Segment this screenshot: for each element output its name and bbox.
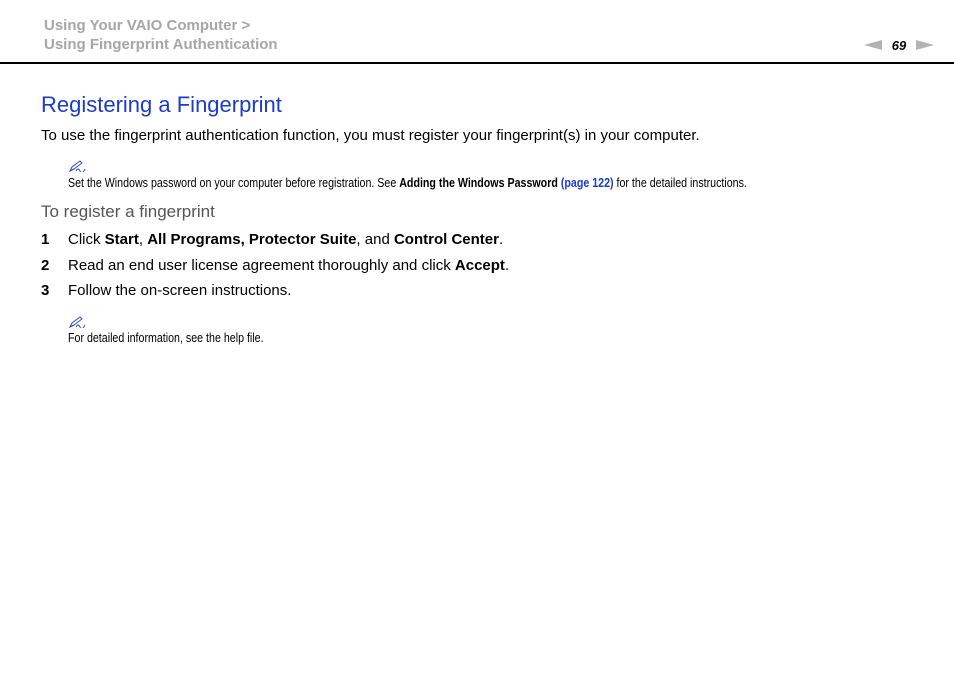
breadcrumb-line-2: Using Fingerprint Authentication — [44, 36, 278, 53]
step-bold-control-center: Control Center — [393, 231, 499, 248]
step-number: 2 — [41, 256, 50, 274]
note-password-bold: Adding the Windows Password — [399, 175, 558, 190]
step-bold-accept: Accept — [454, 256, 505, 274]
step-text: , and — [356, 231, 394, 248]
step-text: , — [138, 231, 148, 248]
page-navigation — [864, 37, 934, 53]
note-password-text-1: Set the Windows password on your computer before registration. See — [68, 175, 400, 190]
page-number: 69 — [891, 37, 907, 53]
step-text: Follow the on-screen instructions. — [68, 282, 292, 299]
procedure-heading: To register a fingerprint — [41, 202, 215, 221]
procedure-steps — [41, 231, 509, 308]
step-number: 3 — [41, 282, 50, 299]
step-text: . — [498, 231, 504, 248]
step-text: Click — [68, 231, 105, 248]
step-bold-programs: All Programs, Protector Suite — [147, 231, 357, 248]
breadcrumb — [44, 16, 278, 54]
step-text: . — [504, 256, 510, 274]
pencil-note-icon — [68, 160, 88, 172]
step-number: 1 — [41, 231, 50, 248]
page-title: Registering a Fingerprint — [41, 92, 282, 117]
note-password-text-2: for the detailed instructions. — [613, 175, 747, 190]
step-2 — [41, 257, 509, 283]
prev-page-arrow-icon[interactable] — [864, 40, 882, 50]
intro-paragraph: To use the fingerprint authentication function, you must register your fingerprint(s) in your computer. — [41, 127, 700, 144]
step-3 — [41, 282, 509, 308]
step-1 — [41, 231, 509, 257]
step-text: Read an end user license agreement thoroughly and click — [68, 256, 455, 274]
breadcrumb-line-1: Using Your VAIO Computer > — [44, 17, 251, 34]
pencil-note-icon — [68, 316, 88, 328]
header-divider — [0, 62, 954, 64]
next-page-arrow-icon[interactable] — [916, 40, 934, 50]
page-122-link[interactable]: (page 122) — [560, 175, 614, 190]
note-help-file: For detailed information, see the help file. — [68, 330, 264, 345]
note-password — [68, 175, 747, 190]
step-bold-start: Start — [104, 231, 139, 248]
